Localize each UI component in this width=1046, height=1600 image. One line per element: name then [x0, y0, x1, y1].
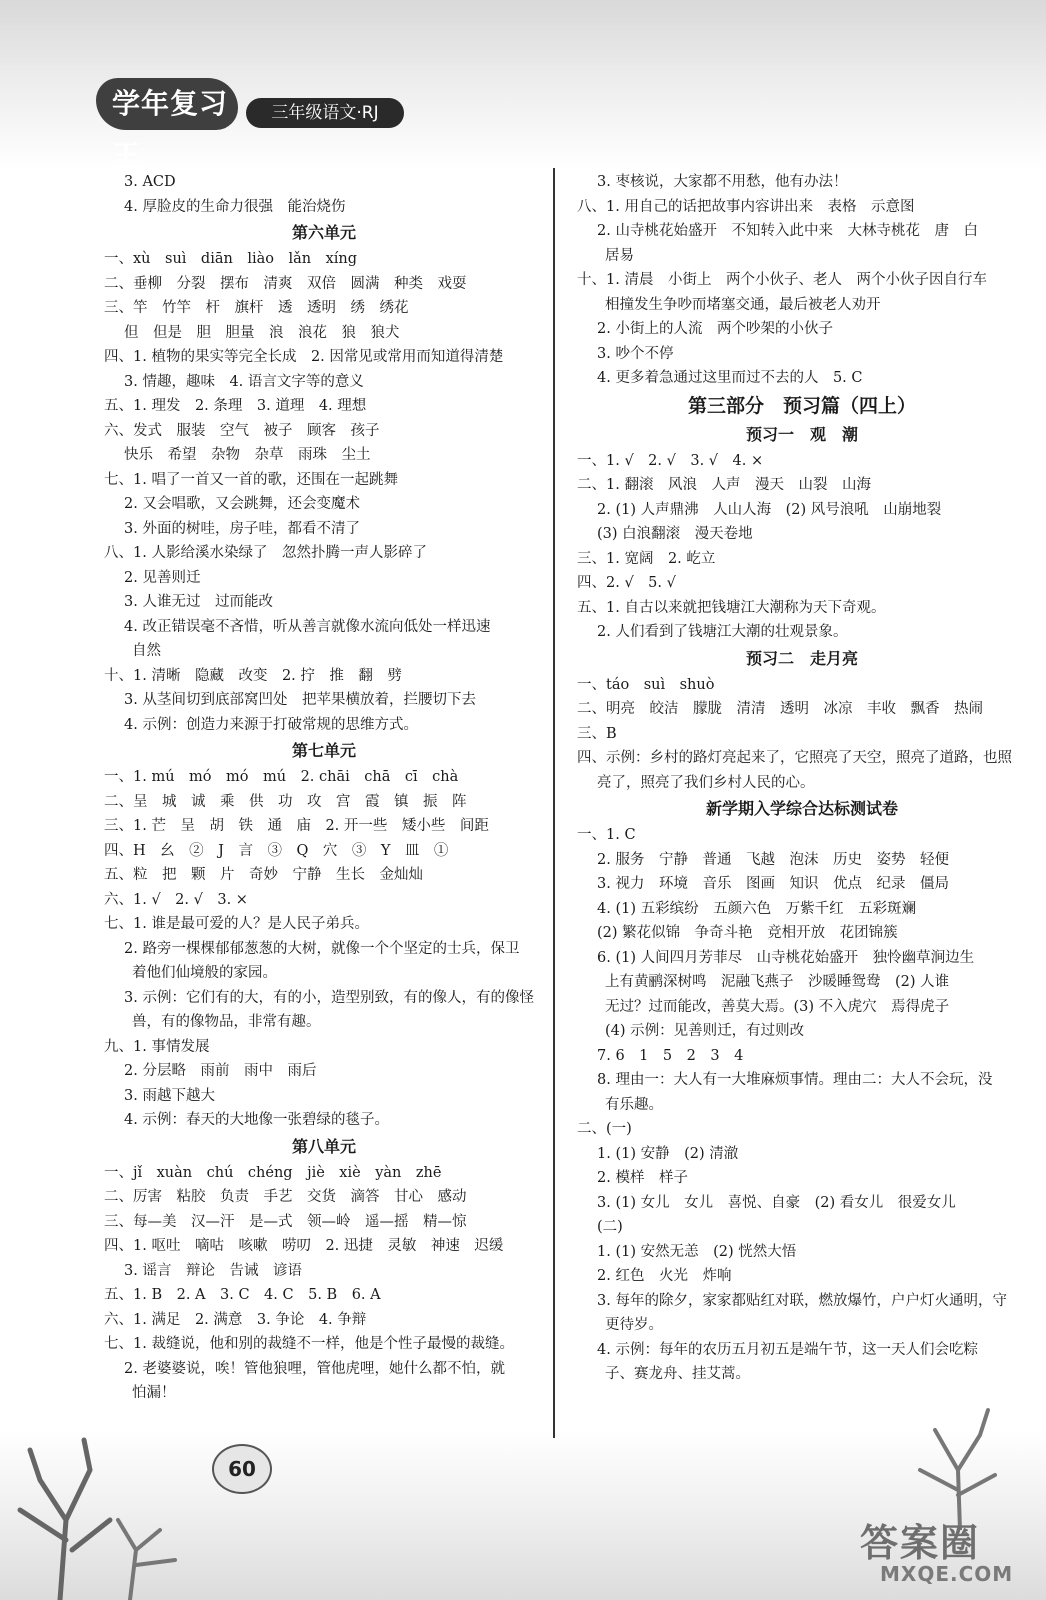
- answer-line: 五、1. 自古以来就把钱塘江大潮称为天下奇观。: [577, 599, 886, 616]
- watermark-url: MXQE.COM: [880, 1562, 1014, 1586]
- answer-line: 但 但是 胆 胆量 浪 浪花 狼 狼犬: [124, 324, 400, 341]
- answer-line: 2. 红色 火光 炸响: [597, 1268, 732, 1284]
- section-heading: 第六单元: [291, 223, 356, 242]
- answer-line: 四、示例：乡村的路灯亮起来了，它照亮了天空，照亮了道路，也照: [577, 750, 1012, 766]
- watermark-title: 答案圈: [860, 1521, 981, 1565]
- answer-line: 二、(一): [577, 1121, 632, 1137]
- answer-line: 4. 示例：春天的大地像一张碧绿的毯子。: [124, 1112, 389, 1128]
- answer-line: 四、H 幺 ② J 言 ③ Q 穴 ③ Y 皿 ①: [104, 842, 449, 859]
- answer-line-continuation: 上有黄鹂深树鸣 泥融飞燕子 沙暖睡鸳鸯 (2) 人谁: [605, 974, 950, 990]
- answer-line: 六、1. 满足 2. 满意 3. 争论 4. 争辩: [104, 1311, 367, 1328]
- answer-line: 3. (1) 女儿 女儿 喜悦、自豪 (2) 看女儿 很爱女儿: [597, 1194, 956, 1211]
- answer-line: 8. 理由一：大人有一大堆麻烦事情。理由二：大人不会玩，没: [597, 1072, 993, 1088]
- answer-line: 七、1. 谁是最可爱的人？是人民子弟兵。: [104, 916, 369, 932]
- section-heading: 第八单元: [291, 1136, 356, 1156]
- answer-line: 二、1. 翻滚 风浪 人声 漫天 山裂 山海: [577, 477, 871, 493]
- answer-line: 三、1. 宽阔 2. 屹立: [577, 550, 716, 567]
- answer-line-continuation: 更待岁。: [605, 1317, 663, 1333]
- answer-line: 3. 人谁无过 过而能改: [124, 594, 273, 610]
- answer-line: (2) 繁花似锦 争奇斗艳 竞相开放 花团锦簇: [597, 925, 898, 941]
- answer-line: 3. 枣核说，大家都不用愁，他有办法！: [597, 174, 848, 190]
- answer-line: 一、jǐ xuàn chú chéng jiè xiè yàn zhē: [104, 1164, 442, 1181]
- answer-line: 一、táo suì shuò: [577, 676, 715, 693]
- section-heading: 第七单元: [291, 741, 356, 760]
- answer-line: 1. (1) 安然无恙 (2) 恍然大悟: [597, 1243, 797, 1260]
- answer-line: 六、1. √ 2. √ 3. ×: [104, 891, 248, 908]
- answer-line: 快乐 希望 杂物 杂草 雨珠 尘土: [124, 447, 371, 463]
- answer-line: 二、垂柳 分裂 摆布 清爽 双倍 圆满 种类 戏耍: [104, 275, 467, 292]
- answer-line: 1. (1) 安静 (2) 清澈: [597, 1145, 739, 1162]
- tree-right-decoration: [880, 1390, 1040, 1530]
- section-heading: 预习一 观 潮: [745, 424, 858, 444]
- answer-line-continuation: (4) 示例：见善则迁，有过则改: [605, 1023, 805, 1039]
- answer-line: 五、1. 理发 2. 条理 3. 道理 4. 理想: [104, 398, 367, 414]
- answer-line-continuation: 怕漏！: [132, 1385, 176, 1401]
- answer-line: 七、1. 裁缝说，他和别的裁缝不一样，他是个性子最慢的裁缝。: [104, 1336, 514, 1352]
- answer-line-continuation: 相撞发生争吵而堵塞交通，最后被老人劝开: [605, 296, 881, 313]
- answer-line: 2. 路旁一棵棵郁郁葱葱的大树，就像一个个坚定的士兵，保卫: [124, 940, 520, 957]
- answer-line: 4. 更多着急通过这里而过不去的人 5. C: [597, 370, 863, 386]
- watermark: [850, 1512, 1040, 1592]
- answer-line: 一、1. mú mó mó mú 2. chāi chā cī chà: [104, 769, 459, 785]
- answer-line: 4. 厚脸皮的生命力很强 能治烧伤: [124, 198, 346, 215]
- answer-line: 五、粒 把 颗 片 奇妙 宁静 生长 金灿灿: [104, 867, 423, 883]
- answer-line: 十、1. 清晰 隐藏 改变 2. 拧 推 翻 劈: [104, 667, 402, 684]
- answer-line: 4. 改正错误毫不吝惜，听从善言就像水流向低处一样迅速: [124, 618, 491, 635]
- answer-line: 3. 雨越下越大: [124, 1087, 215, 1104]
- answer-line: 7. 6 1 5 2 3 4: [597, 1047, 744, 1064]
- answer-line: 四、1. 呕吐 嘀咕 咳嗽 唠叨 2. 迅捷 灵敏 神速 迟缓: [104, 1238, 504, 1254]
- answer-line-continuation: 着他们仙境般的家园。: [132, 965, 277, 981]
- answer-line: 3. 谣言 辩论 告诫 谚语: [124, 1262, 302, 1279]
- answer-line: 3. 每年的除夕，家家都贴红对联，燃放爆竹，户户灯火通明，守: [597, 1292, 1007, 1309]
- answer-line: 七、1. 唱了一首又一首的歌，还围在一起跳舞: [104, 471, 398, 488]
- answer-line: 3. 情趣，趣味 4. 语言文字等的意义: [124, 373, 364, 390]
- answer-line: 三、1. 芒 呈 胡 铁 通 庙 2. 开一些 矮小些 间距: [104, 818, 489, 834]
- answer-line: 2. 模样 样子: [597, 1170, 688, 1186]
- answer-line: 2. 见善则迁: [124, 569, 201, 586]
- column-divider: [553, 168, 555, 1438]
- answer-line: 3. 示例：它们有的大，有的小，造型别致，有的像人，有的像怪: [124, 989, 534, 1006]
- answer-line: 五、1. B 2. A 3. C 4. C 5. B 6. A: [104, 1287, 381, 1303]
- answer-line: 3. ACD: [124, 174, 176, 190]
- answer-line: 4. (1) 五彩缤纷 五颜六色 万紫千红 五彩斑斓: [597, 900, 917, 917]
- answer-line-continuation: 无过？过而能改，善莫大焉。(3) 不入虎穴 焉得虎子: [605, 998, 950, 1015]
- answer-line-continuation: 有乐趣。: [605, 1096, 663, 1113]
- answer-line: 3. 从茎间切到底部窝凹处 把苹果横放着，拦腰切下去: [124, 692, 476, 708]
- answer-line: 2. 又会唱歌，又会跳舞，还会变魔术: [124, 496, 360, 512]
- answer-line: 2. (1) 人声鼎沸 人山人海 (2) 风号浪吼 山崩地裂: [597, 501, 942, 518]
- answer-line: 三、B: [577, 725, 617, 742]
- part-heading: 第三部分 预习篇（四上）: [687, 394, 916, 417]
- answer-line: 十、1. 清晨 小街上 两个小伙子、老人 两个小伙子因自行车: [577, 272, 987, 288]
- answer-line: 2. 老婆婆说，唉！管他狼哩，管他虎哩，她什么都不怕，就: [124, 1360, 505, 1377]
- grade-subject-tag: 三年级语文·RJ: [246, 98, 404, 128]
- answer-line: 三、竿 竹竿 杆 旗杆 透 透明 绣 绣花: [104, 300, 409, 316]
- answer-line: 3. 外面的树哇，房子哇，都看不清了: [124, 520, 360, 537]
- answer-line: 3. 吵个不停: [597, 345, 674, 362]
- answer-line: 亮了，照亮了我们乡村人民的心。: [597, 774, 815, 791]
- section-heading: 预习二 走月亮: [745, 648, 858, 668]
- tree-left-decoration: [0, 1400, 200, 1600]
- answer-line: 4. 示例：每年的农历五月初五是端午节，这一天人们会吃粽: [597, 1341, 978, 1358]
- answer-line-continuation: 居易: [605, 247, 634, 264]
- answer-line: (3) 白浪翻滚 漫天卷地: [597, 526, 753, 542]
- answer-line: 2. 小街上的人流 两个吵架的小伙子: [597, 321, 833, 337]
- answer-line: 二、呈 城 诚 乘 供 功 攻 宫 霞 镇 振 阵: [104, 793, 467, 810]
- page-number: 60: [212, 1444, 272, 1494]
- answer-line: 2. 分层略 雨前 雨中 雨后: [124, 1063, 317, 1079]
- answer-line: 4. 示例：创造力来源于打破常规的思维方式。: [124, 716, 418, 733]
- left-answer-column: [104, 170, 544, 1406]
- answer-line: 2. 山寺桃花始盛开 不知转入此中来 大林寺桃花 唐 白: [597, 223, 978, 239]
- answer-line: 四、2. √ 5. √: [577, 575, 676, 591]
- answer-line: 一、xù suì diān liào lǎn xíng: [104, 251, 358, 267]
- answer-line: 2. 人们看到了钱塘江大潮的壮观景象。: [597, 624, 848, 640]
- answer-line: 八、1. 人影给溪水染绿了 忽然扑腾一声人影碎了: [104, 545, 427, 561]
- answer-line-continuation: 子、赛龙舟、挂艾蒿。: [605, 1366, 750, 1382]
- answer-line: 六、发式 服装 空气 被子 顾客 孩子: [104, 422, 380, 439]
- answer-line: 四、1. 植物的果实等完全长成 2. 因常见或常用而知道得清楚: [104, 349, 504, 365]
- answer-line: 三、每—美 汉—汗 是—式 领—岭 遥—摇 精—惊: [104, 1213, 467, 1230]
- answer-line: 6. (1) 人间四月芳菲尽 山寺桃花始盛开 独怜幽草涧边生: [597, 949, 975, 966]
- answer-line-continuation: 自然: [132, 643, 161, 659]
- answer-line: 九、1. 事情发展: [104, 1038, 210, 1055]
- answer-line: 2. 服务 宁静 普通 飞越 泡沫 历史 姿势 轻便: [597, 851, 949, 868]
- book-logo: 学年复习王: [96, 78, 238, 130]
- answer-line: 八、1. 用自己的话把故事内容讲出来 表格 示意图: [577, 198, 915, 215]
- section-heading: 新学期入学综合达标测试卷: [705, 799, 898, 818]
- answer-line: (二): [597, 1219, 623, 1235]
- answer-line: 3. 视力 环境 音乐 图画 知识 优点 纪录 僵局: [597, 876, 949, 892]
- answer-line: 二、厉害 粘胶 负责 手艺 交货 滴答 甘心 感动: [104, 1189, 467, 1205]
- answer-line: 二、明亮 皎洁 朦胧 清清 透明 冰凉 丰收 飘香 热闹: [577, 701, 983, 717]
- answer-line-continuation: 兽，有的像物品，非常有趣。: [132, 1014, 321, 1030]
- right-answer-column: [577, 170, 1027, 1387]
- answer-line: 一、1. √ 2. √ 3. √ 4. ×: [577, 452, 764, 469]
- answer-line: 一、1. C: [577, 827, 636, 843]
